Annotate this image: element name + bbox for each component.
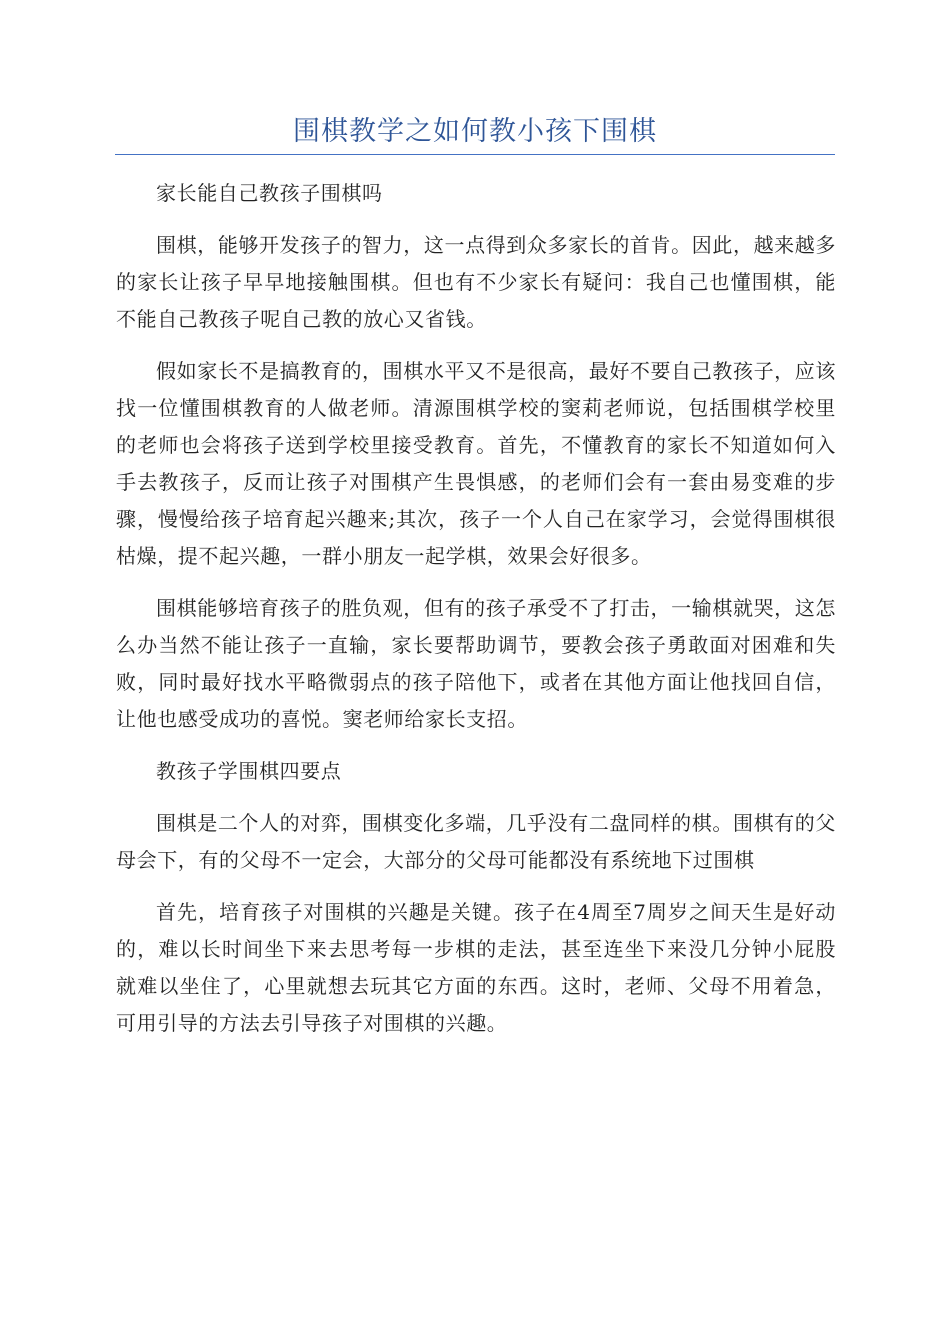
paragraph-win-lose: 围棋能够培育孩子的胜负观，但有的孩子承受不了打击，一输棋就哭，这怎么办当然不能让孩子一直输，家长要帮助调节，要教会孩子勇敢面对困难和失败，同时最好找水平略微弱点的孩子陪他下，或者在其他方面让他找回自信，让他也感受成功的喜悦。窦老师给家长支招。: [116, 596, 836, 731]
paragraph-interest: 首先，培育孩子对围棋的兴趣是关键。孩子在4周至7周岁之间天生是好动的，难以长时间坐下来去思考每一步棋的走法，甚至连坐下来没几分钟小屁股就难以坐住了，心里就想去玩其它方面的东西。这时，老师、父母不用着急，可用引导的方法去引导孩子对围棋的兴趣。: [116, 900, 836, 1035]
paragraph-two-player: 围棋是二个人的对弈，围棋变化多端，几乎没有二盘同样的棋。围棋有的父母会下，有的父母不一定会，大部分的父母可能都没有系统地下过围棋: [116, 811, 836, 872]
document-title: 围棋教学之如何教小孩下围棋: [293, 116, 657, 147]
section-heading-four-points: 教孩子学围棋四要点: [156, 759, 342, 783]
section-heading-parent-teaching: 家长能自己教孩子围棋吗: [156, 181, 383, 205]
document-body: [116, 175, 836, 1057]
paragraph-intro: 围棋，能够开发孩子的智力，这一点得到众多家长的首肯。因此，越来越多的家长让孩子早早地接触围棋。但也有不少家长有疑问：我自己也懂围棋，能不能自己教孩子呢自己教的放心又省钱。: [116, 233, 836, 331]
paragraph-find-teacher: 假如家长不是搞教育的，围棋水平又不是很高，最好不要自己教孩子，应该找一位懂围棋教育的人做老师。清源围棋学校的窦莉老师说，包括围棋学校里的老师也会将孩子送到学校里接受教育。首先，不懂教育的家长不知道如何入手去教孩子，反而让孩子对围棋产生畏惧感，的老师们会有一套由易变难的步骤，慢慢给孩子培育起兴趣来;其次，孩子一个人自己在家学习，会觉得围棋很枯燥，提不起兴趣，一群小朋友一起学棋，效果会好很多。: [116, 359, 836, 568]
title-underline: [115, 154, 835, 155]
